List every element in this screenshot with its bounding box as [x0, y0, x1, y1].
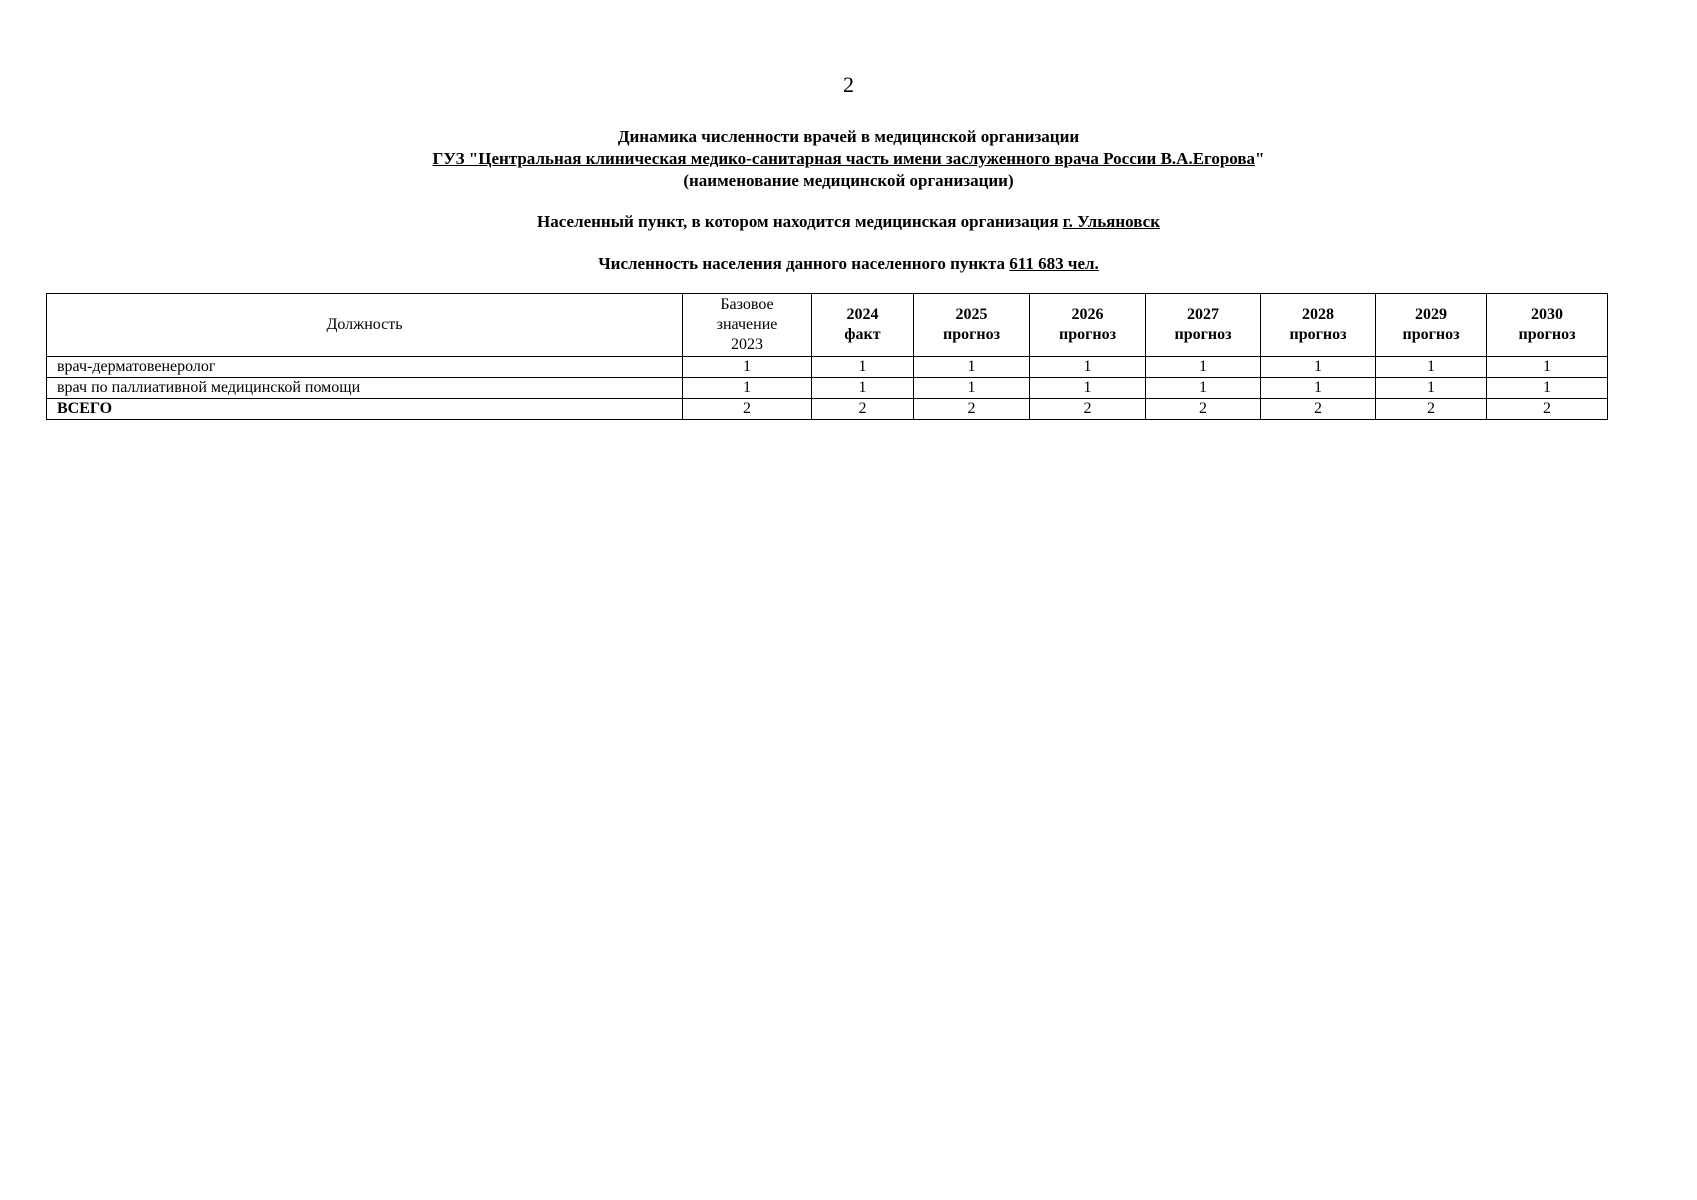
value-cell: 1 — [1261, 378, 1376, 399]
year-kind: прогноз — [1174, 326, 1232, 343]
column-header-2026 — [1030, 294, 1146, 357]
year-label: 2026 — [1071, 306, 1104, 323]
column-header-2025 — [914, 294, 1030, 357]
value-cell: 1 — [1030, 378, 1146, 399]
total-value-cell: 2 — [1030, 399, 1146, 420]
total-value-cell: 2 — [914, 399, 1030, 420]
organization-name-line — [0, 148, 1697, 170]
year-kind: факт — [844, 326, 881, 343]
value-cell: 1 — [1487, 357, 1608, 378]
base-header-line: 2023 — [731, 336, 763, 353]
value-cell: 1 — [914, 357, 1030, 378]
value-cell: 1 — [914, 378, 1030, 399]
value-cell: 1 — [1376, 357, 1487, 378]
base-header-line: значение — [716, 316, 778, 333]
column-header-base-value — [683, 294, 812, 357]
page-number: 2 — [843, 72, 854, 97]
column-header-2029 — [1376, 294, 1487, 357]
position-cell: врач-дерматовенеролог — [47, 357, 683, 378]
year-kind: прогноз — [1402, 326, 1460, 343]
population-line — [0, 253, 1697, 275]
column-header-position: Должность — [47, 294, 683, 357]
document-header — [0, 126, 1697, 192]
total-value-cell: 2 — [1146, 399, 1261, 420]
value-cell: 1 — [683, 378, 812, 399]
organization-name: ГУЗ "Центральная клиническая медико-санитарная часть имени заслуженного врача России В.А.Егорова — [432, 149, 1256, 168]
year-kind: прогноз — [942, 326, 1001, 343]
value-cell: 1 — [1146, 378, 1261, 399]
year-label: 2030 — [1531, 306, 1563, 323]
column-header-2027 — [1146, 294, 1261, 357]
value-cell: 1 — [1261, 357, 1376, 378]
value-cell: 1 — [812, 357, 914, 378]
value-cell: 1 — [1487, 378, 1608, 399]
year-kind: прогноз — [1518, 326, 1576, 343]
year-label: 2029 — [1415, 306, 1447, 323]
table-header-row — [47, 294, 1608, 357]
total-value-cell: 2 — [1261, 399, 1376, 420]
total-value-cell: 2 — [1487, 399, 1608, 420]
settlement-value: г. Ульяновск — [1062, 212, 1160, 231]
value-cell: 1 — [683, 357, 812, 378]
population-label: Численность населения данного населенного пункта — [598, 254, 1006, 273]
column-header-2028 — [1261, 294, 1376, 357]
total-value-cell: 2 — [1376, 399, 1487, 420]
total-row — [47, 399, 1608, 420]
total-label-cell: ВСЕГО — [47, 399, 683, 420]
value-cell: 1 — [1030, 357, 1146, 378]
total-value-cell: 2 — [812, 399, 914, 420]
year-kind: прогноз — [1058, 326, 1117, 343]
table-row — [47, 357, 1608, 378]
settlement-line — [0, 211, 1697, 233]
column-header-2024 — [812, 294, 914, 357]
base-header-line: Базовое — [720, 296, 774, 313]
document-title: Динамика численности врачей в медицинской организации — [617, 127, 1080, 146]
organization-caption: (наименование медицинской организации) — [683, 171, 1014, 190]
population-value: 611 683 чел. — [1009, 254, 1099, 273]
value-cell: 1 — [812, 378, 914, 399]
settlement-label: Населенный пункт, в котором находится медицинская организация — [537, 212, 1059, 231]
year-kind: прогноз — [1289, 326, 1347, 343]
year-label: 2024 — [846, 306, 879, 323]
column-header-2030 — [1487, 294, 1608, 357]
year-label: 2025 — [955, 306, 988, 323]
position-cell: врач по паллиативной медицинской помощи — [47, 378, 683, 399]
organization-name-closing-quote: " — [1255, 149, 1265, 168]
value-cell: 1 — [1376, 378, 1487, 399]
total-value-cell: 2 — [683, 399, 812, 420]
year-label: 2027 — [1187, 306, 1219, 323]
year-label: 2028 — [1302, 306, 1334, 323]
table-row — [47, 378, 1608, 399]
doctors-staff-table — [46, 293, 1608, 420]
value-cell: 1 — [1146, 357, 1261, 378]
